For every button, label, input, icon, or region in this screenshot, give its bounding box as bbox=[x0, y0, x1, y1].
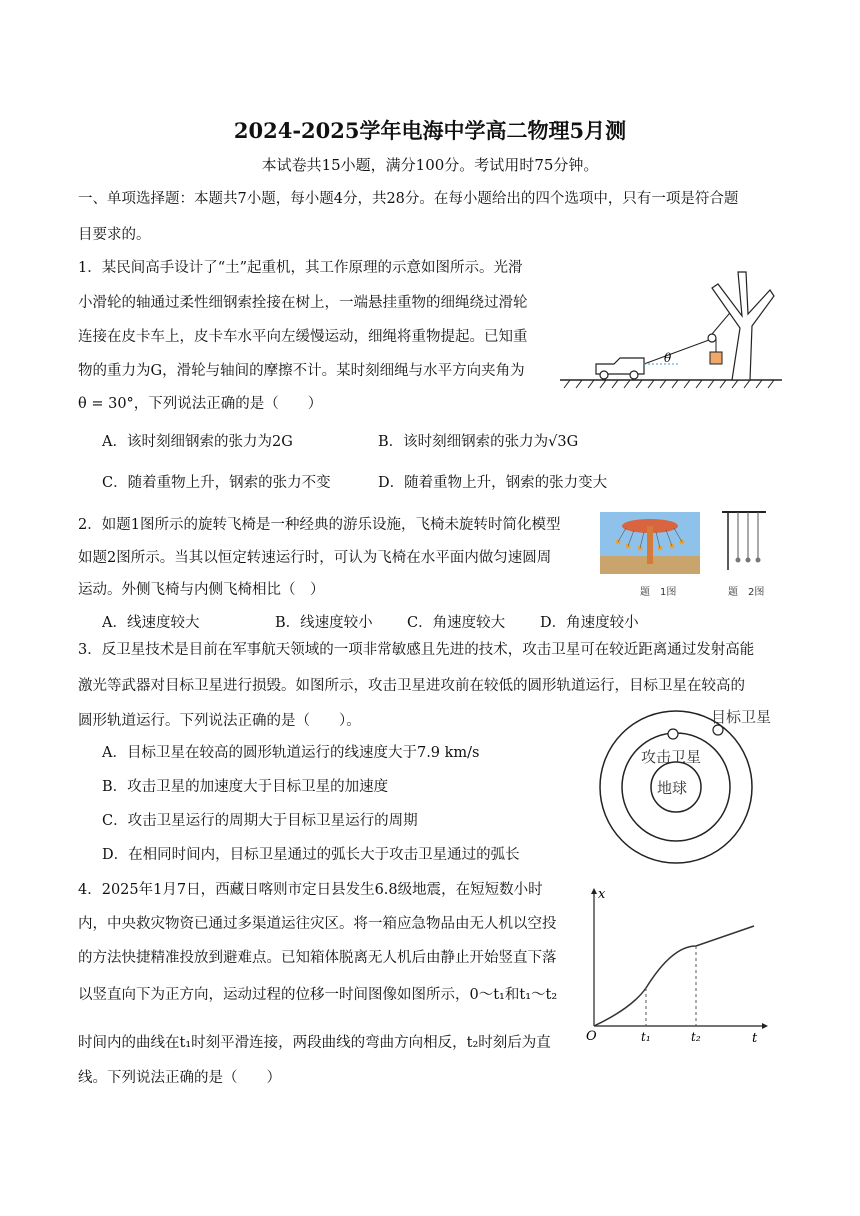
q3-option-d: D．在相同时间内，目标卫星通过的弧长大于攻击卫星通过的弧长 bbox=[102, 847, 520, 863]
q4-line: 内，中央救灾物资已通过多渠道运往灾区。将一箱应急物品由无人机以空投 bbox=[78, 916, 557, 932]
q1-option-b: B．该时刻细钢索的张力为√3G bbox=[378, 434, 579, 450]
q3-option-b: B．攻击卫星的加速度大于目标卫星的加速度 bbox=[102, 779, 389, 795]
theta-label: θ bbox=[664, 351, 672, 365]
q3-line: 圆形轨道运行。下列说法正确的是（ ）。 bbox=[78, 713, 361, 729]
q4-line: 线。下列说法正确的是（ ） bbox=[78, 1070, 281, 1086]
q3-line: 3．反卫星技术是目前在军事航天领域的一项非常敏感且先进的技术，攻击卫星可在较近距离通过发射高能 bbox=[78, 642, 755, 658]
q4-line: 以竖直向下为正方向，运动过程的位移一时间图像如图所示，0～t₁和t₁～t₂ bbox=[78, 987, 558, 1003]
q1-option-c: C．随着重物上升，钢索的张力不变 bbox=[102, 475, 331, 491]
t1-label: t₁ bbox=[641, 1030, 651, 1044]
crane-figure bbox=[556, 268, 786, 390]
q2-line: 如题2图所示。当其以恒定转速运行时，可认为飞椅在水平面内做匀速圆周 bbox=[78, 550, 552, 566]
q1-line: 1．某民间高手设计了“土”起重机，其工作原理的示意如图所示。光滑 bbox=[78, 260, 523, 276]
q4-line: 的方法快捷精准投放到避难点。已知箱体脱离无人机后由静止开始竖直下落 bbox=[78, 950, 557, 966]
q4-line: 时间内的曲线在t₁时刻平滑连接，两段曲线的弯曲方向相反，t₂时刻后为直 bbox=[78, 1035, 551, 1051]
figure-caption-1: 题 1图 bbox=[640, 587, 677, 598]
q3-line: 激光等武器对目标卫星进行损毁。如图所示，攻击卫星进攻前在较低的圆形轨道运行，目标卫星在较高的 bbox=[78, 678, 745, 694]
target-satellite-label: 目标卫星 bbox=[711, 708, 772, 726]
section-heading: 一、单项选择题：本题共7小题，每小题4分，共28分。在每小题给出的四个选项中，只有一项是符合题 bbox=[78, 191, 739, 207]
earth-label: 地球 bbox=[657, 779, 688, 797]
q1-line: 小滑轮的轴通过柔性细钢索拴接在树上，一端悬挂重物的细绳绕过滑轮 bbox=[78, 295, 528, 311]
attack-satellite bbox=[668, 729, 678, 739]
attack-satellite-label: 攻击卫星 bbox=[641, 748, 702, 766]
q1-line: 连接在皮卡车上，皮卡车水平向左缓慢运动，细绳将重物提起。已知重 bbox=[78, 329, 528, 345]
q3-option-a: A．目标卫星在较高的圆形轨道运行的线速度大于7.9 km/s bbox=[102, 745, 480, 761]
xt-graph-figure bbox=[582, 880, 772, 1045]
t2-label: t₂ bbox=[691, 1030, 701, 1044]
satellite-orbit-figure bbox=[595, 700, 795, 870]
q2-option-c: C．角速度较大 bbox=[407, 615, 506, 631]
q3-option-c: C．攻击卫星运行的周期大于目标卫星运行的周期 bbox=[102, 813, 418, 829]
page-title: 2024-2025学年电海中学高二物理5月测 bbox=[233, 118, 627, 143]
y-axis-label: x bbox=[598, 887, 606, 902]
target-satellite bbox=[713, 725, 723, 735]
q1-option-d: D．随着重物上升，钢索的张力变大 bbox=[378, 475, 608, 491]
origin-label: O bbox=[586, 1029, 597, 1044]
q2-option-b: B．线速度较小 bbox=[275, 615, 373, 631]
x-axis-label: t bbox=[752, 1031, 758, 1045]
q2-option-d: D．角速度较小 bbox=[540, 615, 639, 631]
q2-line: 2．如题1图所示的旋转飞椅是一种经典的游乐设施，飞椅未旋转时简化模型 bbox=[78, 517, 561, 533]
q4-line: 4．2025年1月7日，西藏日喀则市定日县发生6.8级地震，在短短数小时 bbox=[78, 882, 543, 898]
q1-line: 物的重力为G，滑轮与轴间的摩擦不计。某时刻细绳与水平方向夹角为 bbox=[78, 363, 525, 379]
swing-model-figure bbox=[718, 510, 770, 574]
figure-caption-2: 题 2图 bbox=[728, 587, 765, 598]
q1-line: θ = 30°，下列说法正确的是（ ） bbox=[78, 396, 323, 412]
section-heading-cont: 目要求的。 bbox=[78, 227, 151, 243]
q1-option-a: A．该时刻细钢索的张力为2G bbox=[102, 434, 293, 450]
q2-option-a: A．线速度较大 bbox=[102, 615, 200, 631]
q2-line: 运动。外侧飞椅与内侧飞椅相比（ ） bbox=[78, 582, 325, 598]
swing-ride-photo bbox=[600, 512, 700, 574]
page-subtitle: 本试卷共15小题，满分100分。考试用时75分钟。 bbox=[261, 156, 599, 174]
